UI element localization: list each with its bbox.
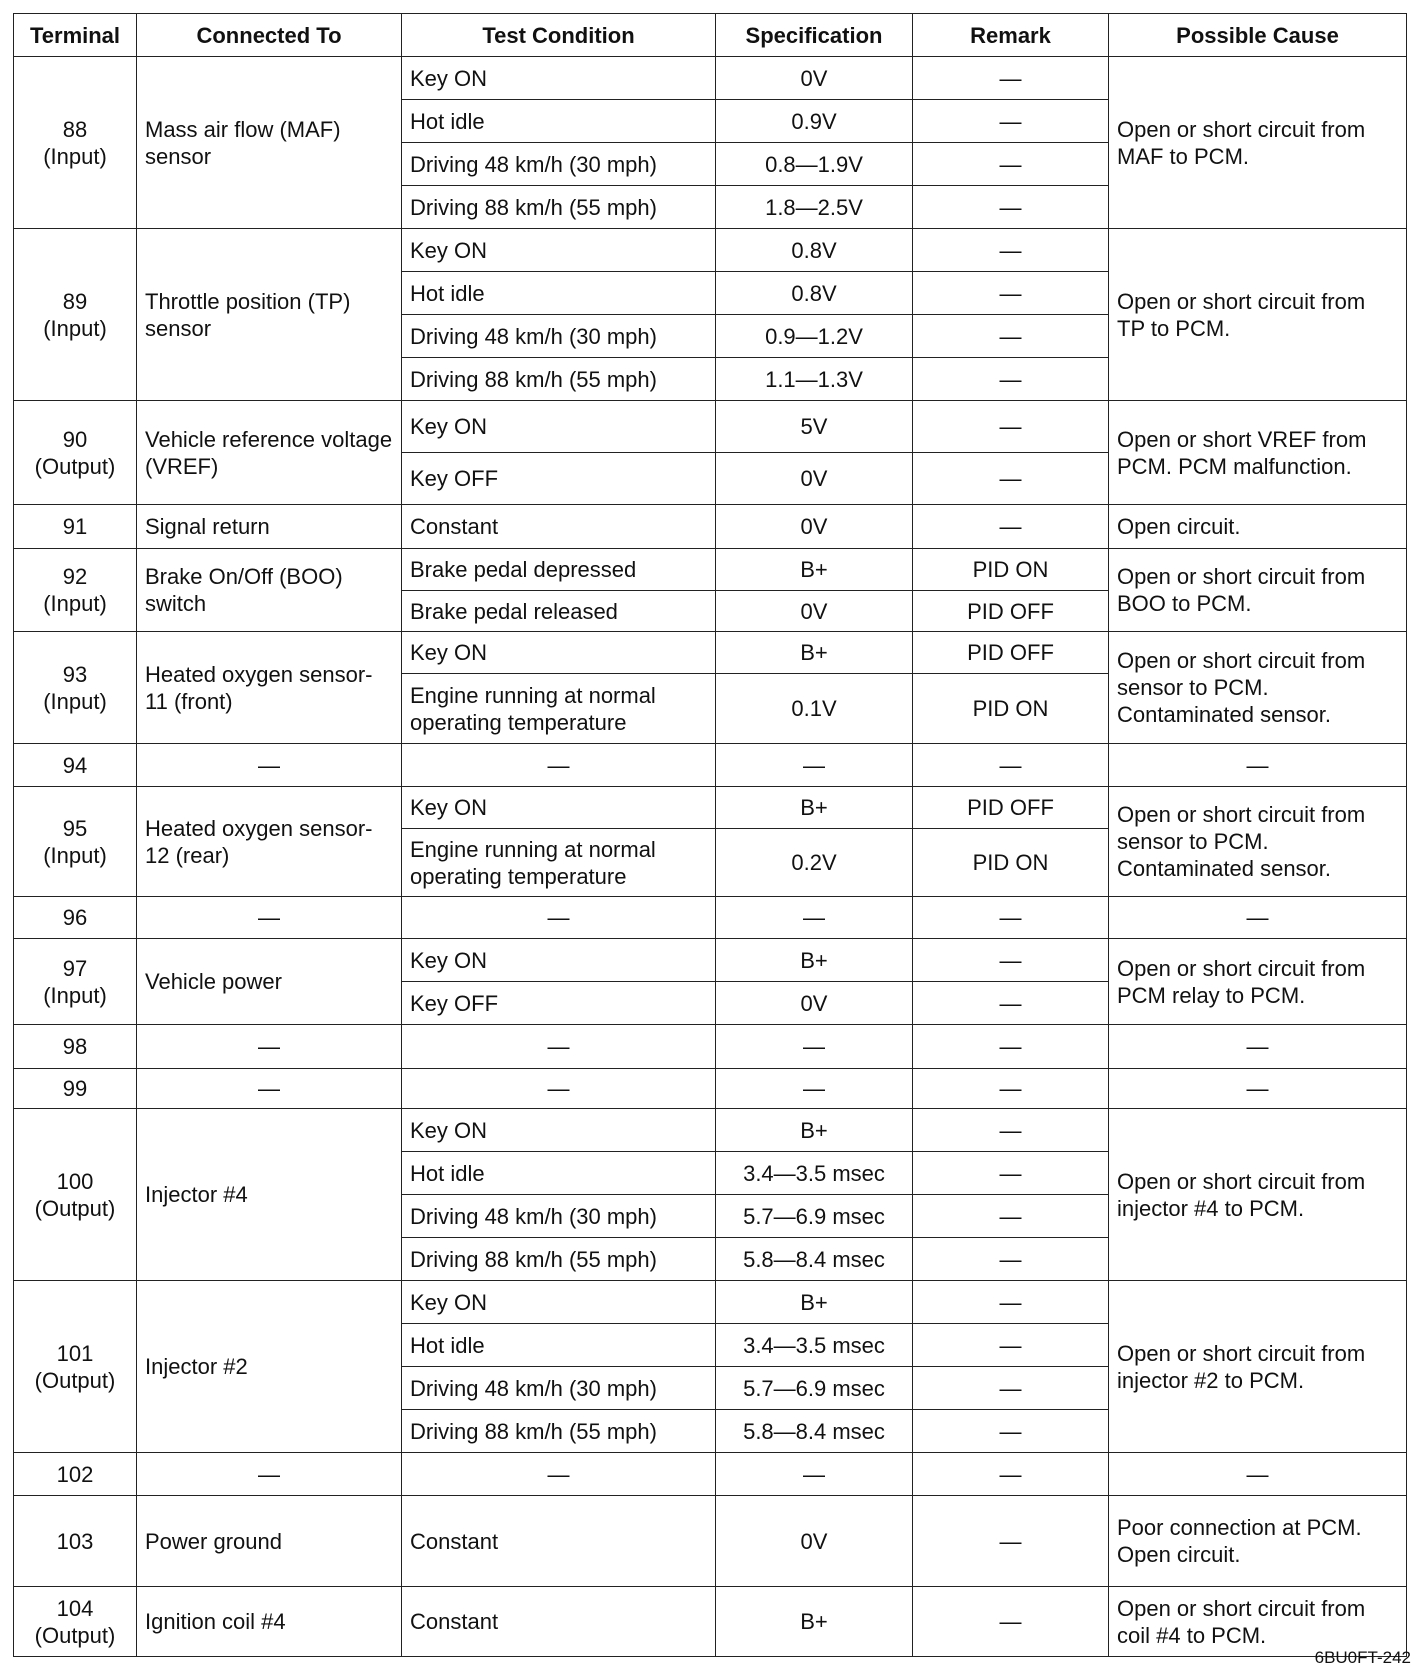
terminal-cell bbox=[14, 632, 137, 744]
figure-code: 6BU0FT-242 bbox=[1314, 1648, 1411, 1667]
remark-cell: — bbox=[913, 143, 1109, 186]
remark-cell: PID OFF bbox=[913, 632, 1109, 674]
test-condition-cell: — bbox=[402, 1069, 716, 1109]
connected-to-cell: Throttle position (TP) sensor bbox=[137, 229, 402, 401]
terminal-cell bbox=[14, 1025, 137, 1069]
terminal-number: 92 bbox=[62, 564, 88, 589]
terminal-number: 88 bbox=[62, 116, 88, 142]
test-condition-cell: Constant bbox=[402, 1587, 716, 1657]
test-condition-cell: Key OFF bbox=[402, 453, 716, 505]
test-condition-cell: Key ON bbox=[402, 632, 716, 674]
remark-cell: PID ON bbox=[913, 674, 1109, 744]
terminal-number: 98 bbox=[62, 1034, 88, 1059]
connected-to-cell: — bbox=[137, 1069, 402, 1109]
table-row bbox=[14, 229, 1407, 272]
remark-cell: — bbox=[913, 57, 1109, 100]
terminal-cell bbox=[14, 787, 137, 897]
terminal-cell bbox=[14, 549, 137, 632]
possible-cause-cell: — bbox=[1109, 1069, 1407, 1109]
remark-cell: — bbox=[913, 897, 1109, 939]
remark-cell: — bbox=[913, 272, 1109, 315]
table-row bbox=[14, 505, 1407, 549]
remark-cell: — bbox=[913, 1410, 1109, 1453]
possible-cause-cell: Open or short circuit from coil #4 to PCM. bbox=[1109, 1587, 1407, 1657]
test-condition-cell: Brake pedal released bbox=[402, 591, 716, 632]
remark-cell: — bbox=[913, 1238, 1109, 1281]
test-condition-cell: Constant bbox=[402, 505, 716, 549]
specification-cell: 0V bbox=[716, 453, 913, 505]
specification-cell: 0V bbox=[716, 505, 913, 549]
specification-cell: B+ bbox=[716, 549, 913, 591]
possible-cause-cell: Poor connection at PCM. Open circuit. bbox=[1109, 1496, 1407, 1587]
possible-cause-cell: Open or short circuit from sensor to PCM. Contaminated sensor. bbox=[1109, 632, 1407, 744]
terminal-number: 104 bbox=[56, 1595, 94, 1621]
connected-to-cell: Vehicle reference voltage (VREF) bbox=[137, 401, 402, 505]
test-condition-cell: Key ON bbox=[402, 939, 716, 982]
specification-cell: — bbox=[716, 744, 913, 787]
table-body bbox=[14, 57, 1407, 1657]
test-condition-cell: Driving 48 km/h (30 mph) bbox=[402, 1367, 716, 1410]
terminal-number: 101 bbox=[56, 1340, 94, 1366]
specification-cell: 0.2V bbox=[716, 829, 913, 897]
specification-cell: B+ bbox=[716, 787, 913, 829]
specification-cell: 5.8—8.4 msec bbox=[716, 1238, 913, 1281]
test-condition-cell: — bbox=[402, 744, 716, 787]
test-condition-cell: — bbox=[402, 897, 716, 939]
table-row bbox=[14, 1025, 1407, 1069]
terminal-io: (Input) bbox=[43, 591, 107, 616]
remark-cell: — bbox=[913, 100, 1109, 143]
remark-cell: — bbox=[913, 1496, 1109, 1587]
remark-cell: PID ON bbox=[913, 829, 1109, 897]
remark-cell: — bbox=[913, 939, 1109, 982]
terminal-number: 91 bbox=[62, 514, 88, 539]
specification-cell: 0.8—1.9V bbox=[716, 143, 913, 186]
connected-to-cell: Ignition coil #4 bbox=[137, 1587, 402, 1657]
test-condition-cell: — bbox=[402, 1453, 716, 1496]
specification-cell: 3.4—3.5 msec bbox=[716, 1152, 913, 1195]
specification-cell: 5.7—6.9 msec bbox=[716, 1195, 913, 1238]
possible-cause-cell: — bbox=[1109, 744, 1407, 787]
specification-cell: 0V bbox=[716, 1496, 913, 1587]
specification-cell: B+ bbox=[716, 1109, 913, 1152]
specification-cell: 0V bbox=[716, 57, 913, 100]
terminal-cell bbox=[14, 1496, 137, 1587]
table-row bbox=[14, 744, 1407, 787]
terminal-number: 103 bbox=[56, 1528, 94, 1554]
test-condition-cell: — bbox=[402, 1025, 716, 1069]
test-condition-cell: Hot idle bbox=[402, 1152, 716, 1195]
connected-to-cell: Mass air flow (MAF) sensor bbox=[137, 57, 402, 229]
header-row bbox=[14, 14, 1407, 57]
remark-cell: — bbox=[913, 453, 1109, 505]
specification-cell: 0.9—1.2V bbox=[716, 315, 913, 358]
table-row bbox=[14, 401, 1407, 453]
terminal-io: (Input) bbox=[43, 143, 107, 169]
terminal-number: 90 bbox=[62, 426, 88, 452]
connected-to-cell: — bbox=[137, 897, 402, 939]
header-test-condition: Test Condition bbox=[402, 14, 716, 57]
test-condition-cell: Hot idle bbox=[402, 100, 716, 143]
test-condition-cell: Driving 88 km/h (55 mph) bbox=[402, 358, 716, 401]
terminal-cell bbox=[14, 897, 137, 939]
specification-cell: — bbox=[716, 1025, 913, 1069]
table-row bbox=[14, 632, 1407, 674]
test-condition-cell: Engine running at normal operating temperature bbox=[402, 829, 716, 897]
remark-cell: — bbox=[913, 744, 1109, 787]
terminal-number: 94 bbox=[62, 752, 88, 778]
specification-cell: 1.1—1.3V bbox=[716, 358, 913, 401]
terminal-cell bbox=[14, 744, 137, 787]
terminal-number: 97 bbox=[62, 955, 88, 981]
remark-cell: — bbox=[913, 229, 1109, 272]
connected-to-cell: Heated oxygen sensor-11 (front) bbox=[137, 632, 402, 744]
connected-to-cell: — bbox=[137, 1453, 402, 1496]
header-remark: Remark bbox=[913, 14, 1109, 57]
test-condition-cell: Driving 88 km/h (55 mph) bbox=[402, 1238, 716, 1281]
remark-cell: — bbox=[913, 1367, 1109, 1410]
terminal-cell bbox=[14, 1587, 137, 1657]
terminal-number: 89 bbox=[62, 288, 88, 314]
terminal-number: 102 bbox=[56, 1461, 94, 1487]
specification-cell: 5V bbox=[716, 401, 913, 453]
table-row bbox=[14, 1453, 1407, 1496]
specification-cell: 0V bbox=[716, 982, 913, 1025]
table-row bbox=[14, 1587, 1407, 1657]
remark-cell: — bbox=[913, 505, 1109, 549]
terminal-io: (Output) bbox=[34, 1622, 116, 1648]
terminal-number: 100 bbox=[56, 1168, 94, 1194]
specification-cell: B+ bbox=[716, 939, 913, 982]
possible-cause-cell: Open or short circuit from sensor to PCM. Contaminated sensor. bbox=[1109, 787, 1407, 897]
possible-cause-cell: — bbox=[1109, 1025, 1407, 1069]
test-condition-cell: Hot idle bbox=[402, 272, 716, 315]
table-row bbox=[14, 1069, 1407, 1109]
terminal-cell bbox=[14, 939, 137, 1025]
table-row bbox=[14, 1281, 1407, 1324]
test-condition-cell: Driving 88 km/h (55 mph) bbox=[402, 1410, 716, 1453]
possible-cause-cell: Open or short circuit from MAF to PCM. bbox=[1109, 57, 1407, 229]
table-row bbox=[14, 1496, 1407, 1587]
specification-cell: — bbox=[716, 1069, 913, 1109]
possible-cause-cell: Open or short circuit from BOO to PCM. bbox=[1109, 549, 1407, 632]
specification-cell: 0.1V bbox=[716, 674, 913, 744]
remark-cell: — bbox=[913, 358, 1109, 401]
terminal-io: (Input) bbox=[43, 982, 107, 1008]
test-condition-cell: Key ON bbox=[402, 787, 716, 829]
terminal-io: (Input) bbox=[43, 315, 107, 341]
specification-cell: — bbox=[716, 897, 913, 939]
test-condition-cell: Driving 48 km/h (30 mph) bbox=[402, 143, 716, 186]
terminal-cell bbox=[14, 57, 137, 229]
test-condition-cell: Key ON bbox=[402, 1281, 716, 1324]
test-condition-cell: Hot idle bbox=[402, 1324, 716, 1367]
remark-cell: — bbox=[913, 982, 1109, 1025]
header-possible-cause: Possible Cause bbox=[1109, 14, 1407, 57]
terminal-cell bbox=[14, 229, 137, 401]
possible-cause-cell: Open or short circuit from TP to PCM. bbox=[1109, 229, 1407, 401]
possible-cause-cell: — bbox=[1109, 897, 1407, 939]
terminal-cell bbox=[14, 1281, 137, 1453]
possible-cause-cell: Open or short VREF from PCM. PCM malfunction. bbox=[1109, 401, 1407, 505]
terminal-io: (Output) bbox=[34, 1195, 116, 1221]
table-row bbox=[14, 57, 1407, 100]
pin-table bbox=[13, 13, 1407, 1657]
connected-to-cell: Vehicle power bbox=[137, 939, 402, 1025]
possible-cause-cell: Open or short circuit from injector #4 to PCM. bbox=[1109, 1109, 1407, 1281]
terminal-io: (Output) bbox=[34, 453, 116, 479]
connected-to-cell: Power ground bbox=[137, 1496, 402, 1587]
test-condition-cell: Key ON bbox=[402, 229, 716, 272]
terminal-io: (Output) bbox=[34, 1367, 116, 1393]
connected-to-cell: — bbox=[137, 744, 402, 787]
connected-to-cell: — bbox=[137, 1025, 402, 1069]
connected-to-cell: Heated oxygen sensor-12 (rear) bbox=[137, 787, 402, 897]
specification-cell: 1.8—2.5V bbox=[716, 186, 913, 229]
possible-cause-cell: Open circuit. bbox=[1109, 505, 1407, 549]
terminal-number: 99 bbox=[62, 1076, 88, 1101]
remark-cell: PID ON bbox=[913, 549, 1109, 591]
table-row bbox=[14, 939, 1407, 982]
table-row bbox=[14, 787, 1407, 829]
terminal-number: 96 bbox=[62, 905, 88, 930]
remark-cell: — bbox=[913, 1152, 1109, 1195]
specification-cell: 0.9V bbox=[716, 100, 913, 143]
remark-cell: — bbox=[913, 1025, 1109, 1069]
table-row bbox=[14, 897, 1407, 939]
possible-cause-cell: Open or short circuit from PCM relay to PCM. bbox=[1109, 939, 1407, 1025]
terminal-io: (Input) bbox=[43, 842, 107, 868]
test-condition-cell: Key ON bbox=[402, 401, 716, 453]
terminal-io: (Input) bbox=[43, 688, 107, 714]
specification-cell: 3.4—3.5 msec bbox=[716, 1324, 913, 1367]
header-terminal: Terminal bbox=[14, 14, 137, 57]
header-specification: Specification bbox=[716, 14, 913, 57]
test-condition-cell: Driving 88 km/h (55 mph) bbox=[402, 186, 716, 229]
test-condition-cell: Constant bbox=[402, 1496, 716, 1587]
specification-cell: 5.8—8.4 msec bbox=[716, 1410, 913, 1453]
terminal-number: 93 bbox=[62, 661, 88, 687]
test-condition-cell: Key ON bbox=[402, 1109, 716, 1152]
terminal-cell bbox=[14, 1109, 137, 1281]
remark-cell: — bbox=[913, 1587, 1109, 1657]
table-row bbox=[14, 1109, 1407, 1152]
terminal-cell bbox=[14, 1069, 137, 1109]
connected-to-cell: Injector #2 bbox=[137, 1281, 402, 1453]
connected-to-cell: Injector #4 bbox=[137, 1109, 402, 1281]
remark-cell: — bbox=[913, 1324, 1109, 1367]
remark-cell: PID OFF bbox=[913, 591, 1109, 632]
remark-cell: PID OFF bbox=[913, 787, 1109, 829]
remark-cell: — bbox=[913, 1281, 1109, 1324]
test-condition-cell: Engine running at normal operating temperature bbox=[402, 674, 716, 744]
possible-cause-cell: — bbox=[1109, 1453, 1407, 1496]
table-row bbox=[14, 549, 1407, 591]
remark-cell: — bbox=[913, 1195, 1109, 1238]
specification-cell: 0.8V bbox=[716, 272, 913, 315]
specification-cell: 0.8V bbox=[716, 229, 913, 272]
header-connected-to: Connected To bbox=[137, 14, 402, 57]
test-condition-cell: Driving 48 km/h (30 mph) bbox=[402, 315, 716, 358]
terminal-number: 95 bbox=[62, 815, 88, 841]
test-condition-cell: Driving 48 km/h (30 mph) bbox=[402, 1195, 716, 1238]
remark-cell: — bbox=[913, 315, 1109, 358]
terminal-cell bbox=[14, 401, 137, 505]
remark-cell: — bbox=[913, 1453, 1109, 1496]
remark-cell: — bbox=[913, 401, 1109, 453]
terminal-cell bbox=[14, 505, 137, 549]
connected-to-cell: Brake On/Off (BOO) switch bbox=[137, 549, 402, 632]
test-condition-cell: Key ON bbox=[402, 57, 716, 100]
specification-cell: — bbox=[716, 1453, 913, 1496]
remark-cell: — bbox=[913, 1069, 1109, 1109]
test-condition-cell: Key OFF bbox=[402, 982, 716, 1025]
specification-cell: 0V bbox=[716, 591, 913, 632]
specification-cell: B+ bbox=[716, 1281, 913, 1324]
specification-cell: B+ bbox=[716, 1587, 913, 1657]
test-condition-cell: Brake pedal depressed bbox=[402, 549, 716, 591]
terminal-cell bbox=[14, 1453, 137, 1496]
specification-cell: B+ bbox=[716, 632, 913, 674]
specification-cell: 5.7—6.9 msec bbox=[716, 1367, 913, 1410]
possible-cause-cell: Open or short circuit from injector #2 to PCM. bbox=[1109, 1281, 1407, 1453]
remark-cell: — bbox=[913, 1109, 1109, 1152]
connected-to-cell: Signal return bbox=[137, 505, 402, 549]
remark-cell: — bbox=[913, 186, 1109, 229]
